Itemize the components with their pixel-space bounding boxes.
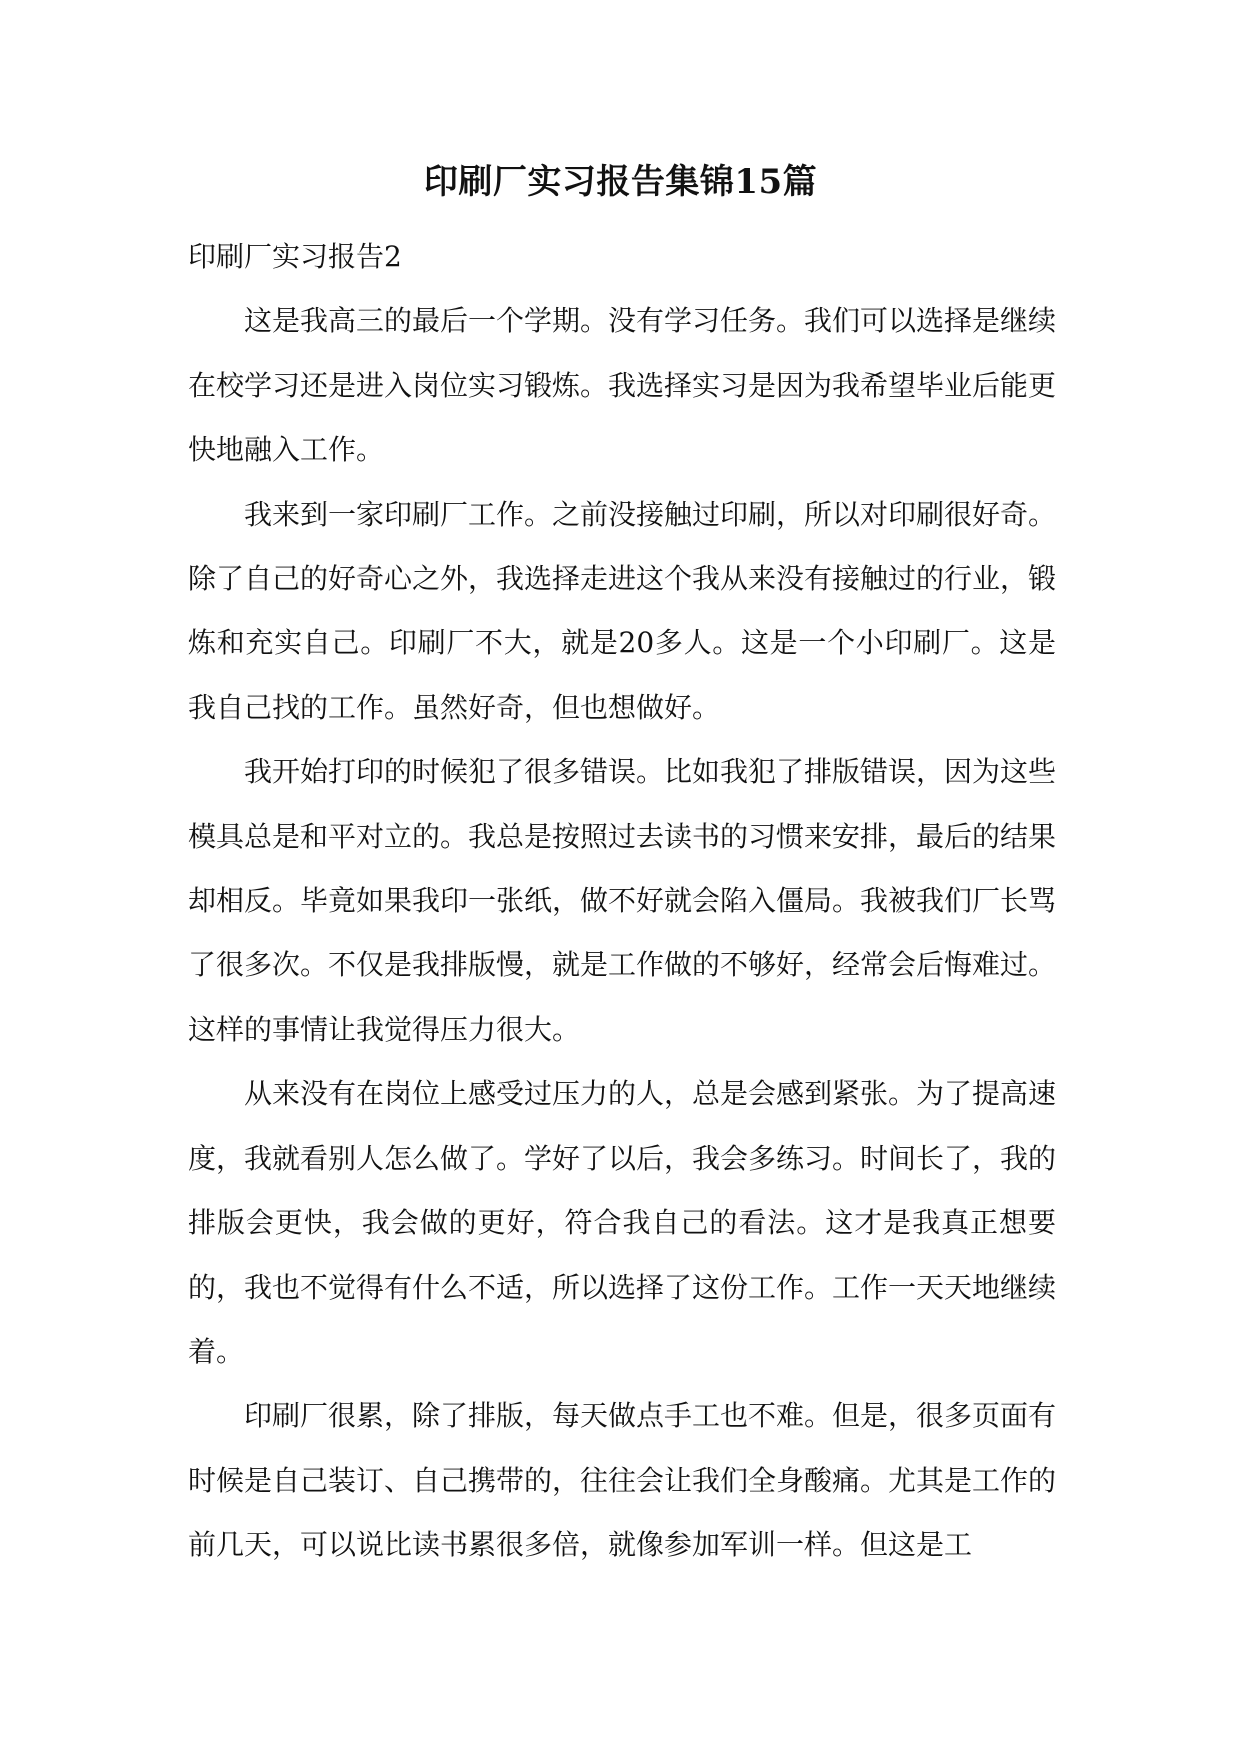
paragraph-5: 印刷厂很累，除了排版，每天做点手工也不难。但是，很多页面有时候是自己装订、自己携带的，往往会让我们全身酸痛。尤其是工作的前几天，可以说比读书累很多倍，就像参加军训一样。但这是工 [188,1399,1057,1562]
paragraph-2: 我来到一家印刷厂工作。之前没接触过印刷，所以对印刷很好奇。除了自己的好奇心之外，我选择走进这个我从来没有接触过的行业，锻炼和充实自己。印刷厂不大，就是20多人。这是一个小印刷厂。这是我自己找的工作。虽然好奇，但也想做好。 [188,497,1057,724]
paragraph-3: 我开始打印的时候犯了很多错误。比如我犯了排版错误，因为这些模具总是和平对立的。我总是按照过去读书的习惯来安排，最后的结果却相反。毕竟如果我印一张纸，做不好就会陷入僵局。我被我们厂长骂了很多次。不仅是我排版慢，就是工作做的不够好，经常会后悔难过。这样的事情让我觉得压力很大。 [188,755,1057,1046]
section-subheading: 印刷厂实习报告2 [188,240,402,273]
paragraph-1: 这是我高三的最后一个学期。没有学习任务。我们可以选择是继续在校学习还是进入岗位实习锻炼。我选择实习是因为我希望毕业后能更快地融入工作。 [188,304,1057,467]
paragraph-4: 从来没有在岗位上感受过压力的人，总是会感到紧张。为了提高速度，我就看别人怎么做了。学好了以后，我会多练习。时间长了，我的排版会更快，我会做的更好，符合我自己的看法。这才是我真正想要的，我也不觉得有什么不适，所以选择了这份工作。工作一天天地继续着。 [188,1077,1057,1368]
document-title: 印刷厂实习报告集锦15篇 [423,162,818,202]
document-body [188,225,1056,1578]
